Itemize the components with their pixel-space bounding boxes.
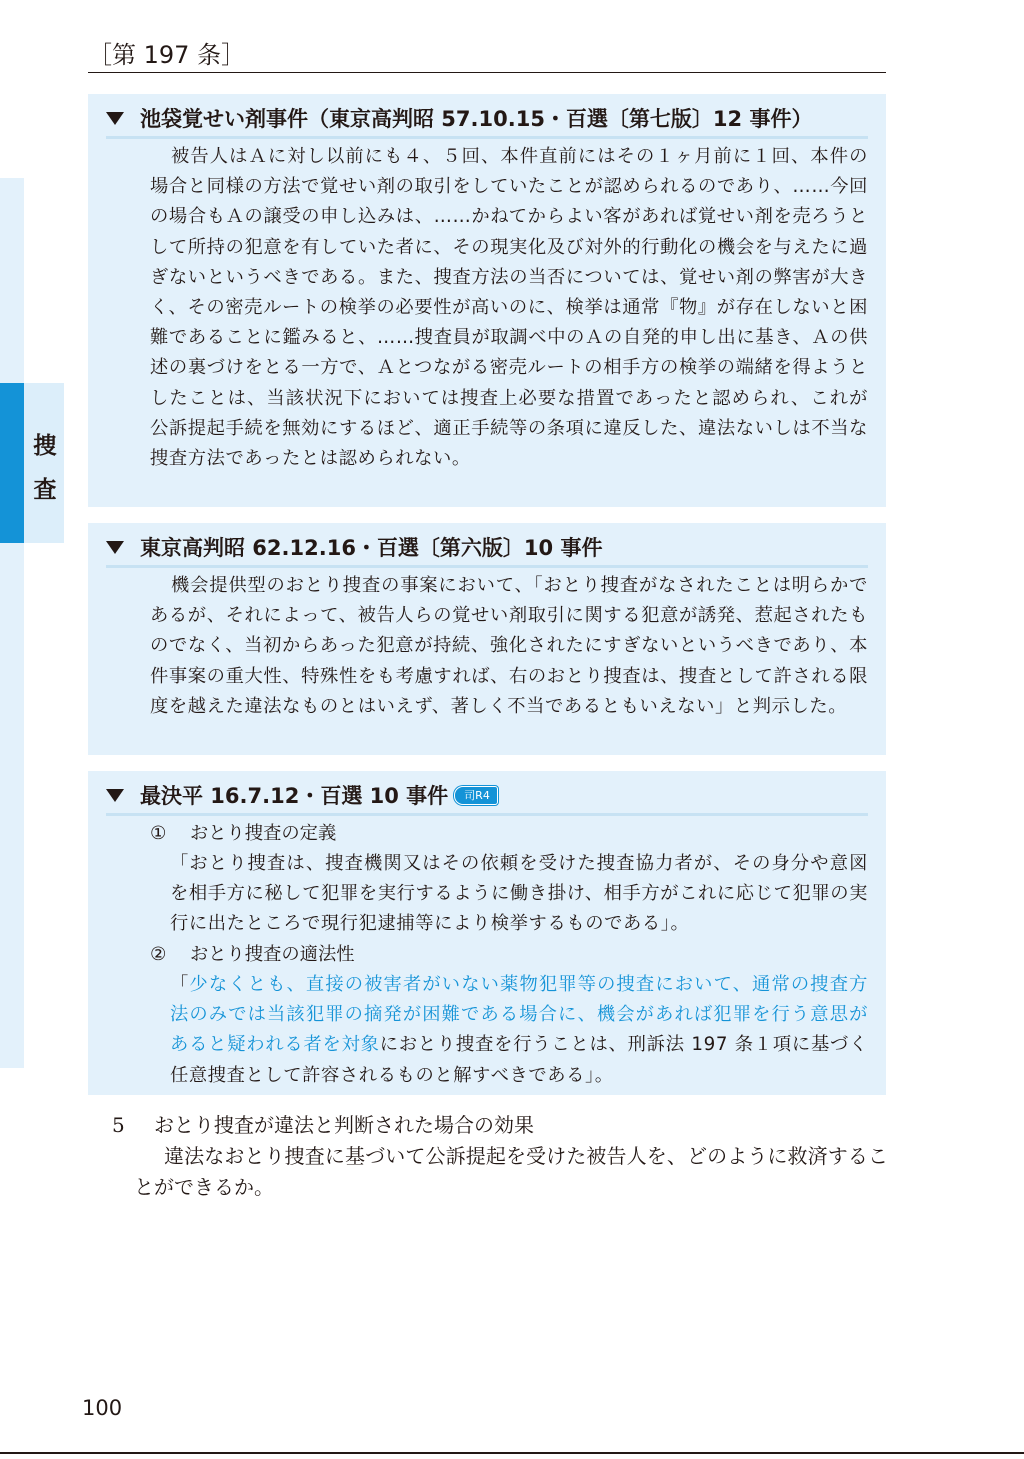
side-margin-band (0, 178, 24, 1068)
case-text: 機会提供型のおとり捜査の事案において、「おとり捜査がなされたことは明らかであるが、それによって、被告人らの覚せい剤取引に関する犯意が誘発、惹起されたものでなく、当初からあった犯意が持続、強化されたにすぎないというべきであり、本件事案の重大性、特殊性をも考慮すれば、右のおとり捜査は、捜査として許される限度を越えた違法なものとはいえず、著しく不当であるともいえない」と判示した。 (150, 575, 868, 717)
case-title-text: 池袋覚せい剤事件（東京高判昭 57.10.15・百選〔第七版〕12 事件） (140, 107, 813, 131)
case-title-text: 最決平 16.7.12・百選 10 事件 (140, 784, 449, 808)
chapter-index-tab (0, 383, 64, 543)
quote-open: 「 (170, 974, 190, 995)
section-title: おとり捜査が違法と判断された場合の効果 (154, 1113, 534, 1137)
item-number: ① (150, 823, 167, 844)
bottom-rule (0, 1452, 1024, 1454)
item-label: おとり捜査の適法性 (190, 944, 355, 965)
section-heading (112, 1110, 888, 1141)
section-body: 違法なおとり捜査に基づいて公訴提起を受けた被告人を、どのように救済することができるか。 (134, 1144, 888, 1199)
chapter-tab-char: 捜 (33, 433, 57, 459)
case-box-ikebukuro (88, 94, 886, 507)
item-text (170, 970, 868, 1091)
case-title-text: 東京高判昭 62.12.16・百選〔第六版〕10 事件 (140, 536, 603, 560)
item-heading (150, 819, 336, 849)
case-text: 被告人はＡに対し以前にも４、５回、本件直前にはその１ヶ月前に１回、本件の場合と同様の方法で覚せい剤の取引をしていたことが認められるのであり、……今回の場合もＡの譲受の申し込みは、……かねてからよい客があれば覚せい剤を売ろうとして所持の犯意を有していた者に、その現実化及び対外的行動化の機会を与えたに過ぎないというべきである。また、捜査方法の当否については、覚せい剤の弊害が大きく、その密売ルートの検挙の必要性が高いのに、検挙は通常『物』が存在しないと困難であることに鑑みると、……捜査員が取調べ中のＡの自発的申し出に基き、Ａの供述の裏づけをとる一方で、Ａとつながる密売ルートの相手方の検挙の端緒を得ようとしたことは、当該状況下においては捜査上必要な措置であったと認められ、これが公訴提起手続を無効にするほど、適正手続等の条項に違反した、違法ないしは不当な捜査方法であったとは認められない。 (150, 146, 868, 470)
section-5 (112, 1110, 888, 1203)
case-title (106, 779, 868, 816)
item-text: 「おとり捜査は、捜査機関又はその依頼を受けた捜査協力者が、その身分や意図を相手方に秘して犯罪を実行するように働き掛け、相手方がこれに応じて犯罪の実行に出たところで現行犯逮捕等により検挙するものである」。 (170, 853, 868, 935)
article-heading: ［第 197 条］ (88, 41, 246, 69)
item-label: おとり捜査の定義 (190, 823, 337, 844)
triangle-bullet-icon (106, 541, 124, 554)
chapter-tab-char: 査 (33, 477, 57, 503)
page-header (88, 40, 886, 73)
triangle-bullet-icon (106, 789, 124, 802)
highlighted-text: 少なくとも、直接の被害者がいない薬物犯罪等の捜査において、通常の捜査方法のみでは当該犯罪の摘発が困難である場合に、機会があれば犯罪を行う意思があると疑われる者を対象 (170, 974, 868, 1056)
triangle-bullet-icon (106, 112, 124, 125)
item-number: ② (150, 944, 167, 965)
case-box-tokyo-high (88, 523, 886, 755)
case-box-supreme (88, 771, 886, 1095)
exam-badge: 司R4 (454, 786, 498, 805)
item-text-rest: におとり捜査を行うことは、刑訴法 197 条１項に基づく任意捜査として許容されるものと解すべきである」。 (170, 1034, 868, 1086)
case-title (106, 531, 868, 568)
case-title (106, 102, 868, 139)
page-number: 100 (82, 1396, 123, 1420)
item-heading (150, 940, 355, 970)
chapter-tab-accent (0, 383, 24, 543)
section-number: 5 (112, 1113, 125, 1137)
